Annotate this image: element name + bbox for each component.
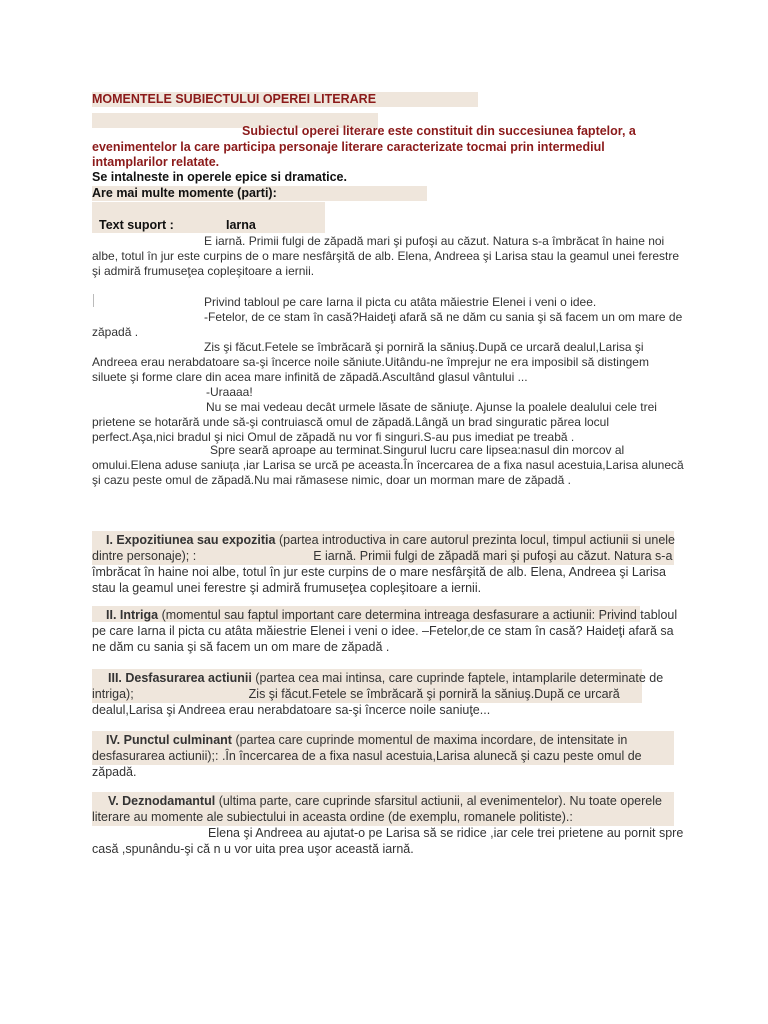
section-heading: III. Desfasurarea actiunii <box>108 671 252 685</box>
section-development <box>92 670 684 718</box>
section-denouement <box>92 793 684 825</box>
section-description: (partea cea mai intinsa, care cuprinde faptele, intamplarile determinate de intriga); <box>92 671 664 701</box>
section-excerpt: .În încercarea de a fixa nasul acestuia,Larisa alunecă şi cazu peste omul de zăpadă. <box>92 749 642 779</box>
section-description: (momentul sau faptul important care determina intreaga desfasurare a actiunii: <box>161 608 596 622</box>
story-paragraph: -Fetelor, de ce stam în casă?Haideţi afară să ne dăm cu sania şi să facem un om mare de zăpadă . <box>92 310 683 339</box>
section-description: (ultima parte, care cuprinde sfarsitul actiunii, al evenimentelor). Nu toate operele literare au momente ale subiectului in aceasta ordine (de exemplu, romanele politiste).: <box>92 794 662 824</box>
section-climax <box>92 732 684 780</box>
story-paragraph: -Uraaaa! <box>206 385 253 399</box>
highlight <box>92 202 325 217</box>
story-paragraph: Spre seară aproape au terminat.Singurul lucru care lipsea:nasul din morcov al omului.Elena aduse saniuța ,iar Larisa se urcă pe aceasta.În încercarea de a fixa nasul acestuia,Larisa alunecă şi cazu peste omul de zăpadă.Nu mai rămasese nimic, doar un morman mare de zăpadă . <box>92 443 684 487</box>
text-cursor <box>93 294 94 307</box>
story-paragraph: Zis şi făcut.Fetele se îmbrăcară şi porniră la săniuş.După ce urcară dealul,Larisa şi Andreea erau nerabdatoare sa-şi încerce noile săniute.Uitându-ne împrejur ne era imposibil să distingem siluete şi forme clare din acea mare infinită de zăpadă.Ascultând glasul vântului ... <box>92 340 649 384</box>
section-heading: V. Deznodamantul <box>108 794 216 808</box>
section-description: (partea introductiva in care autorul prezinta locul, timpul actiunii si unele dintre personaje); : <box>92 533 676 563</box>
section-heading: I. Expozitiunea sau expozitia <box>106 533 276 547</box>
section-heading: II. Intriga <box>106 608 159 622</box>
section-heading: IV. Punctul culminant <box>106 733 232 747</box>
text-support-title: Iarna <box>226 218 256 232</box>
story-paragraph: E iarnă. Primii fulgi de zăpadă mari şi pufoşi au căzut. Natura s-a îmbrăcat în haine noi albe, totul în jur este curpins de o mare nesfârşită de alb. Elena, Andreea şi Larisa stau la geamul unei ferestre şi admiră frumuseţea copleşitoare a iernii. <box>92 234 680 278</box>
text-support-label: Text suport : <box>99 218 174 232</box>
section-description: (partea care cuprinde momentul de maxima incordare, de intensitate in desfasurarea actiunii);: <box>92 733 628 763</box>
definition-paragraph: Subiectul operei literare este constituit din succesiunea faptelor, a evenimentelor la care participa personaje literare caracterizate tocmai prin intermediul intamplarilor relatate. <box>92 124 636 169</box>
story-paragraph: Nu se mai vedeau decât urmele lăsate de săniuţe. Ajunse la poalele dealului cele trei prietene se hotarără unde să-şi contruiască omul de zăpadă.Lângă un brad singuratic părea locul perfect.Aşa,nici bradul şi nici Omul de zăpadă nu vor fi singuri.S-au pus imediat pe treabă . <box>92 400 657 444</box>
document-title: MOMENTELE SUBIECTULUI OPEREI LITERARE <box>92 92 377 106</box>
section-excerpt: Elena şi Andreea au ajutat-o pe Larisa să se ridice ,iar cele trei prietene au pornit spre casă ,spunându-şi că n u vor uita prea uşor această iarnă. <box>92 826 684 856</box>
section-exposition <box>92 532 684 596</box>
section-excerpt: Zis şi făcut.Fetele se îmbrăcară şi porniră la săniuş.După ce urcară dealul,Larisa şi Andreea erau nerabdatoare sa-şi încerce noile saniuţe... <box>92 687 620 717</box>
story-paragraph: Privind tabloul pe care Iarna il picta cu atâta măiestrie Elenei i veni o idee. <box>204 295 597 309</box>
epic-note: Se intalneste in operele epice si dramatice. <box>92 170 347 184</box>
moments-intro: Are mai multe momente (parti): <box>92 186 277 200</box>
section-excerpt: Privind tabloul pe care Iarna il picta cu atâta măiestrie Elenei i veni o idee. –Fetelor,de ce stam în casă? Haideţi afară sa ne dăm cu sania şi să facem un om mare de zăpadă . <box>92 608 678 654</box>
section-excerpt: E iarnă. Primii fulgi de zăpadă mari şi pufoşi au căzut. Natura s-a îmbrăcat în haine noi albe, totul în jur este curpins de o mare nesfârşită de alb. Elena, Andreea şi Larisa stau la geamul unei ferestre şi admiră frumuseţea copleşitoare a iernii. <box>92 549 673 595</box>
section-intrigue <box>92 607 684 655</box>
